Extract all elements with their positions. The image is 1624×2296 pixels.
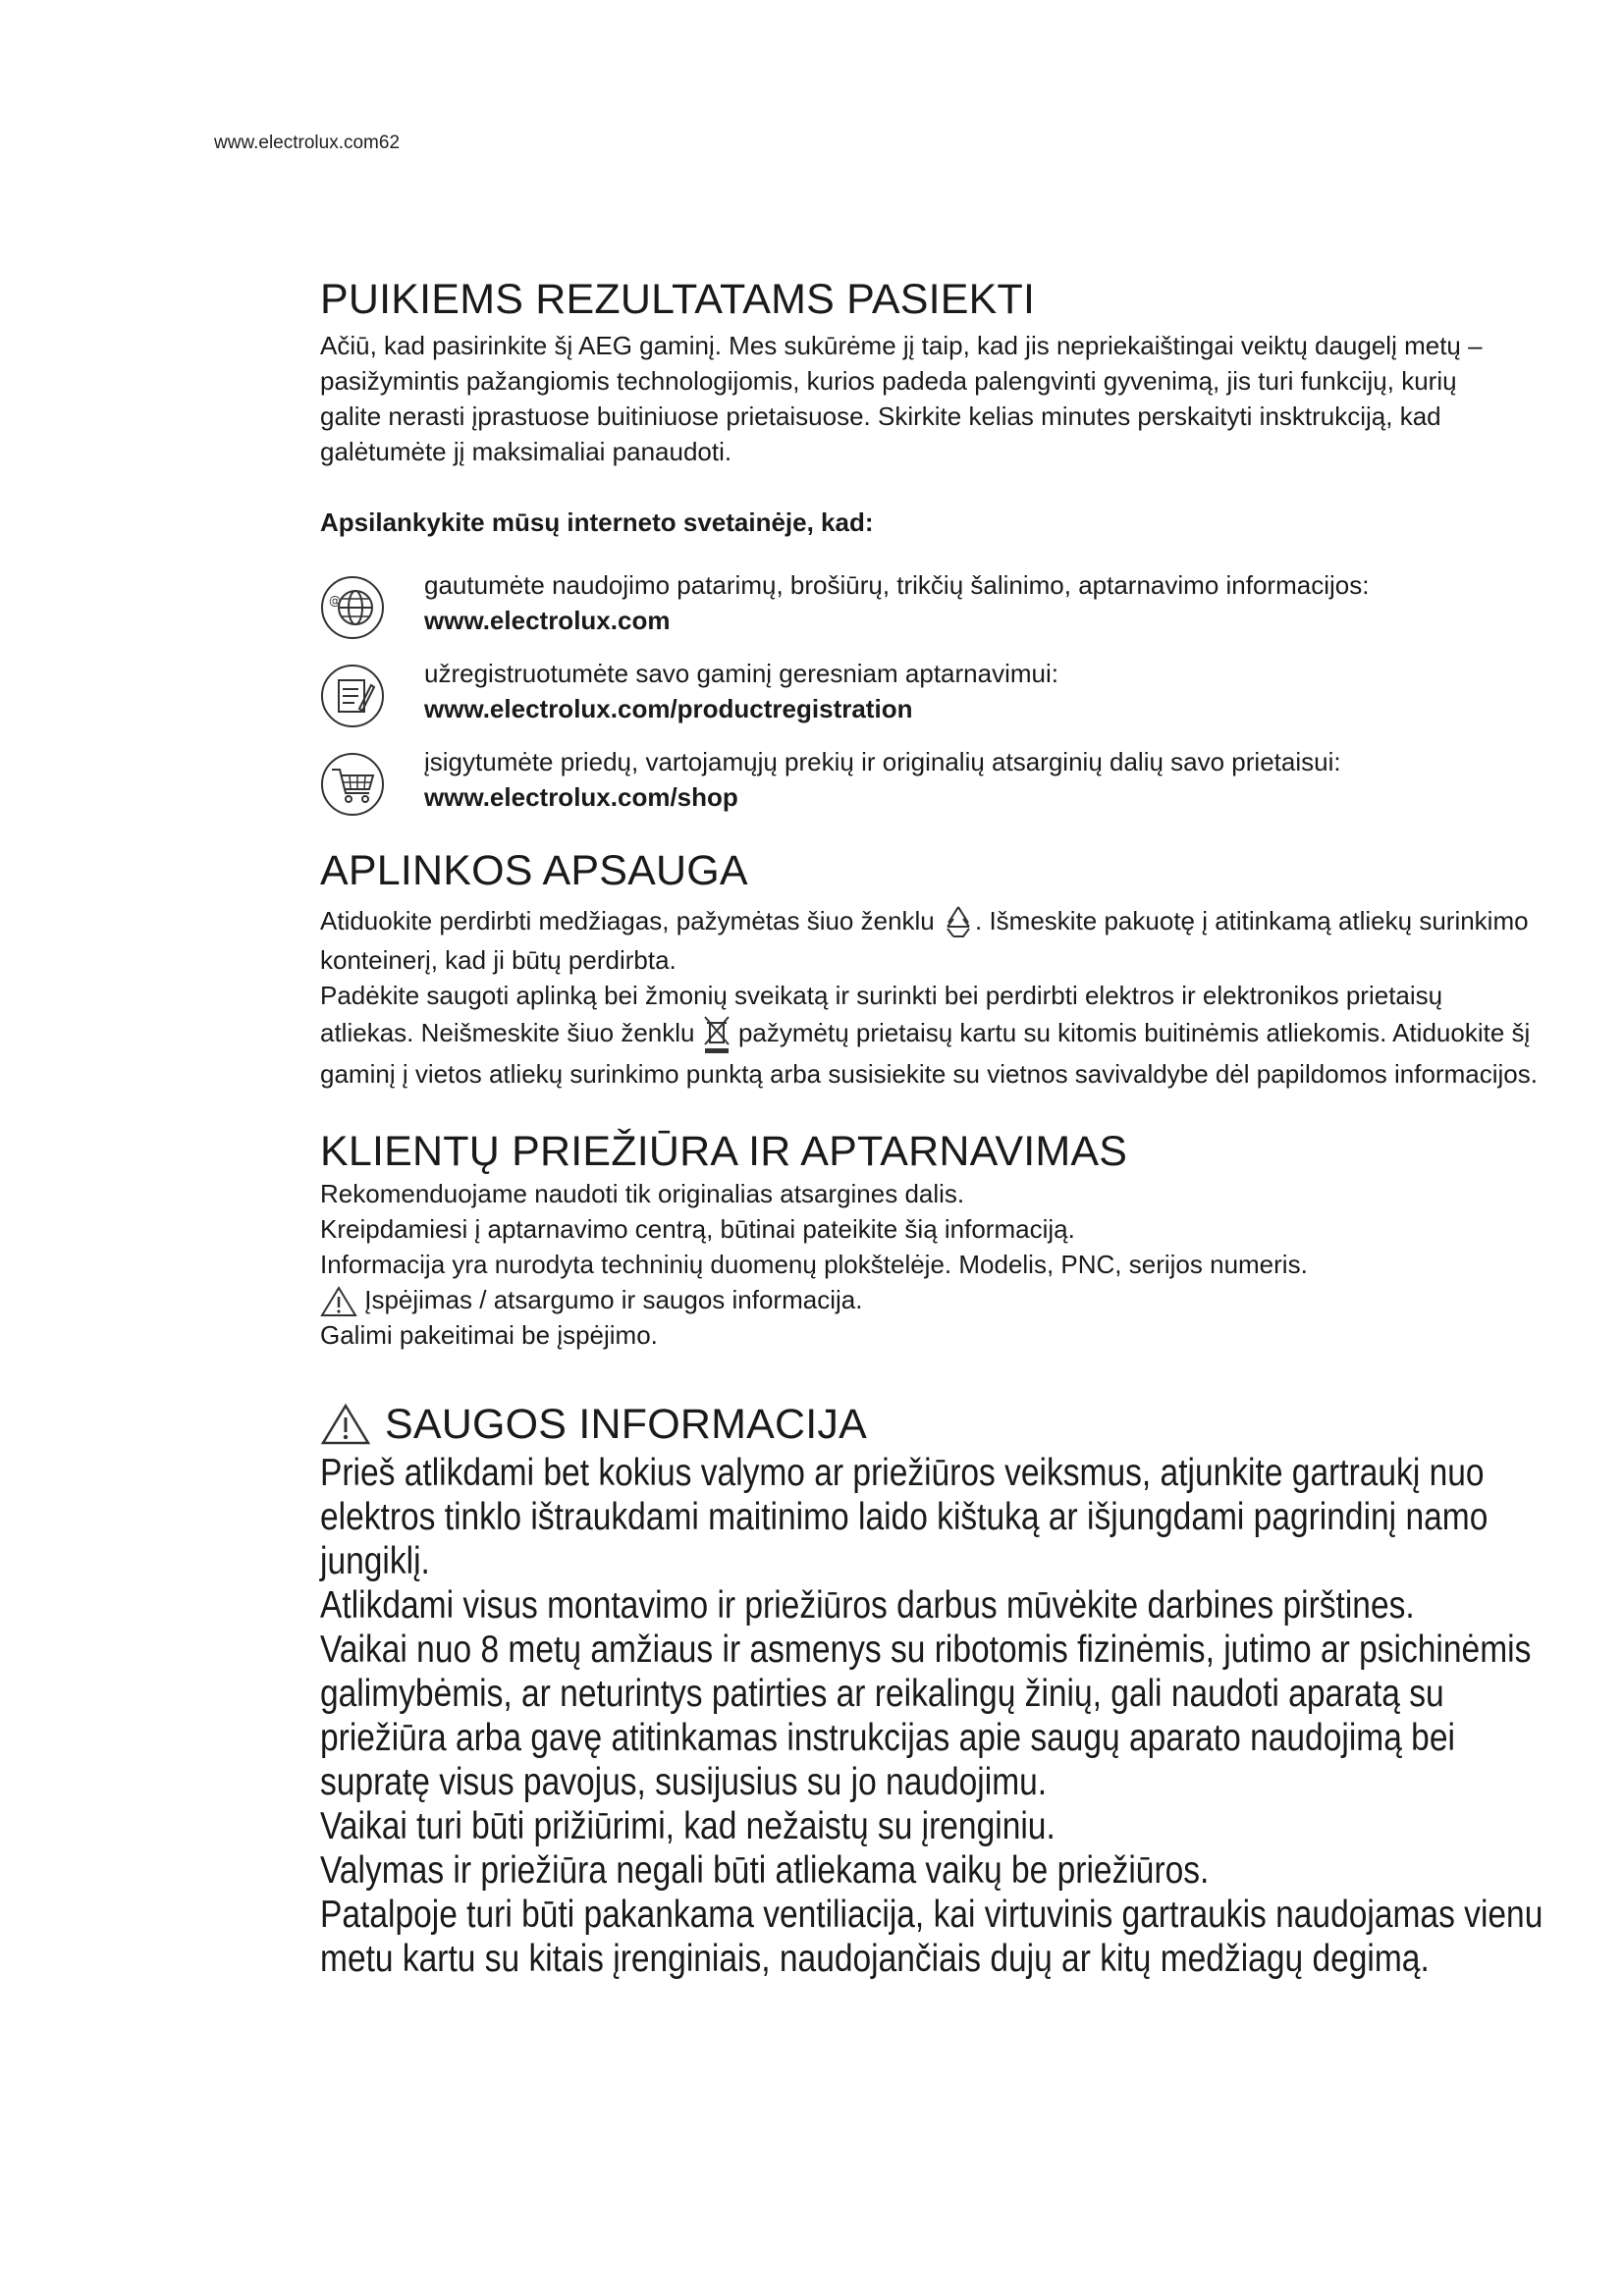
registration-link[interactable]: www.electrolux.com/productregistration [424, 694, 913, 723]
env-text-d: pažymėtų prietaisų kartu su kitomis buitinėmis atliekomis. Atiduokite šį gaminį į vietos atliekų surinkimo punktą arba susisiekite su vietnos savivaldybe dėl papildomos informacijos. [320, 1018, 1538, 1090]
safety-paragraph: Vaikai turi būti prižiūrimi, kad nežaistų su įrenginiu. [320, 1805, 1056, 1848]
warning-icon [320, 1286, 357, 1317]
registration-icon [320, 664, 385, 728]
warning-icon [320, 1403, 371, 1446]
crossed-bin-icon [702, 1013, 731, 1056]
service-warning-line [320, 1282, 1538, 1317]
recycle-icon [942, 903, 975, 942]
link-description: įsigytumėte priedų, vartojamųjų prekių ir originalių atsarginių dalių savo prietaisui: [424, 747, 1341, 776]
env-text-a: Atiduokite perdirbti medžiagas, pažymėtas šiuo ženklu [320, 906, 935, 935]
warning-text: Įspėjimas / atsargumo ir saugos informacija. [364, 1285, 863, 1315]
results-title: PUIKIEMS REZULTATAMS PASIEKTI [320, 276, 1036, 323]
service-line-1: Rekomenduojame naudoti tik originalias atsargines dalis. [320, 1179, 965, 1209]
service-last-line: Galimi pakeitimai be įspėjimo. [320, 1320, 658, 1351]
env-text-c: Padėkite saugoti aplinką bei žmonių sveikatą ir surinkti bei perdirbti elektros ir elektronikos prietaisų atliekas. Neišmeskite šiuo ženklu [320, 981, 1443, 1047]
safety-paragraph: Valymas ir priežiūra negali būti atliekama vaikų be priežiūros. [320, 1849, 1210, 1893]
safety-paragraph: Patalpoje turi būti pakankama ventiliacija, kai virtuvinis gartraukis naudojamas vienu metu kartu su kitais įrenginiais, naudojančiais dujų ar kitų medžiagų degimą. [320, 1894, 1543, 1981]
safety-body [320, 1451, 1544, 1981]
link-description: užregistruotumėte savo gaminį geresniam aptarnavimui: [424, 659, 1058, 688]
safety-paragraph: Vaikai nuo 8 metų amžiaus ir asmenys su ribotomis fizinėmis, jutimo ar psichinėmis galimybėmis, ar neturintys patirties ar reikalingų žinių, gali naudoti aparatą su priežiūra arba gavę atitinkamas instrukcijas apie saugų aparato naudojimą bei supratę visus pavojus, susijusius su jo naudojimu. [320, 1629, 1532, 1804]
shop-link[interactable]: www.electrolux.com/shop [424, 782, 738, 812]
link-row-shop [320, 744, 1538, 817]
environment-paragraph-1 [320, 903, 1538, 978]
intro-paragraph: Ačiū, kad pasirinkite šį AEG gaminį. Mes sukūrėme jį taip, kad jis nepriekaištingai veiktų daugelį metų – pasižymintis pažangiomis technologijomis, kurios padeda palengvinti gyvenimą, jis turi funkcijų, kurių galite nerasti įprastuose buitiniuose prietaisuose. Skirkite kelias minutes perskaityti insktrukciją, kad galėtumėte jį maksimaliai panaudoti. [320, 331, 1483, 466]
support-link[interactable]: www.electrolux.com [424, 606, 671, 635]
environment-title: APLINKOS APSAUGA [320, 847, 748, 894]
shopping-cart-icon [320, 752, 385, 817]
service-line-2: Kreipdamiesi į aptarnavimo centrą, būtinai pateikite šią informaciją. [320, 1214, 1075, 1245]
visit-heading: Apsilankykite mūsų interneto svetainėje, kad: [320, 507, 874, 537]
safety-paragraph: Atlikdami visus montavimo ir priežiūros darbus mūvėkite darbines pirštines. [320, 1584, 1415, 1628]
service-line-3: Informacija yra nurodyta techninių duomenų plokštelėje. Modelis, PNC, serijos numeris. [320, 1250, 1308, 1280]
safety-title: SAUGOS INFORMACIJA [385, 1401, 867, 1449]
safety-paragraph: Prieš atlikdami bet kokius valymo ar priežiūros veiksmus, atjunkite gartraukį nuo elektros tinklo ištraukdami maitinimo laido kištuką ar išjungdami pagrindinį namo jungiklį. [320, 1452, 1489, 1583]
service-section [320, 1127, 1538, 1353]
link-row-registration [320, 656, 1538, 728]
env-text-b: . Išmeskite pakuotę į atitinkamą atliekų surinkimo konteinerį, kad ji būtų perdirbta. [320, 906, 1529, 976]
link-row-support [320, 567, 1538, 640]
page-content [320, 275, 1543, 1981]
environment-paragraph-2 [320, 978, 1538, 1092]
service-title: KLIENTŲ PRIEŽIŪRA IR APTARNAVIMAS [320, 1128, 1128, 1176]
globe-icon [320, 575, 385, 640]
svg-text:@: @ [329, 594, 341, 608]
safety-heading [320, 1400, 1538, 1449]
header-url: www.electrolux.com62 [214, 133, 401, 153]
environment-section [320, 846, 1538, 1092]
link-description: gautumėte naudojimo patarimų, brošiūrų, trikčių šalinimo, aptarnavimo informacijos: [424, 570, 1370, 600]
